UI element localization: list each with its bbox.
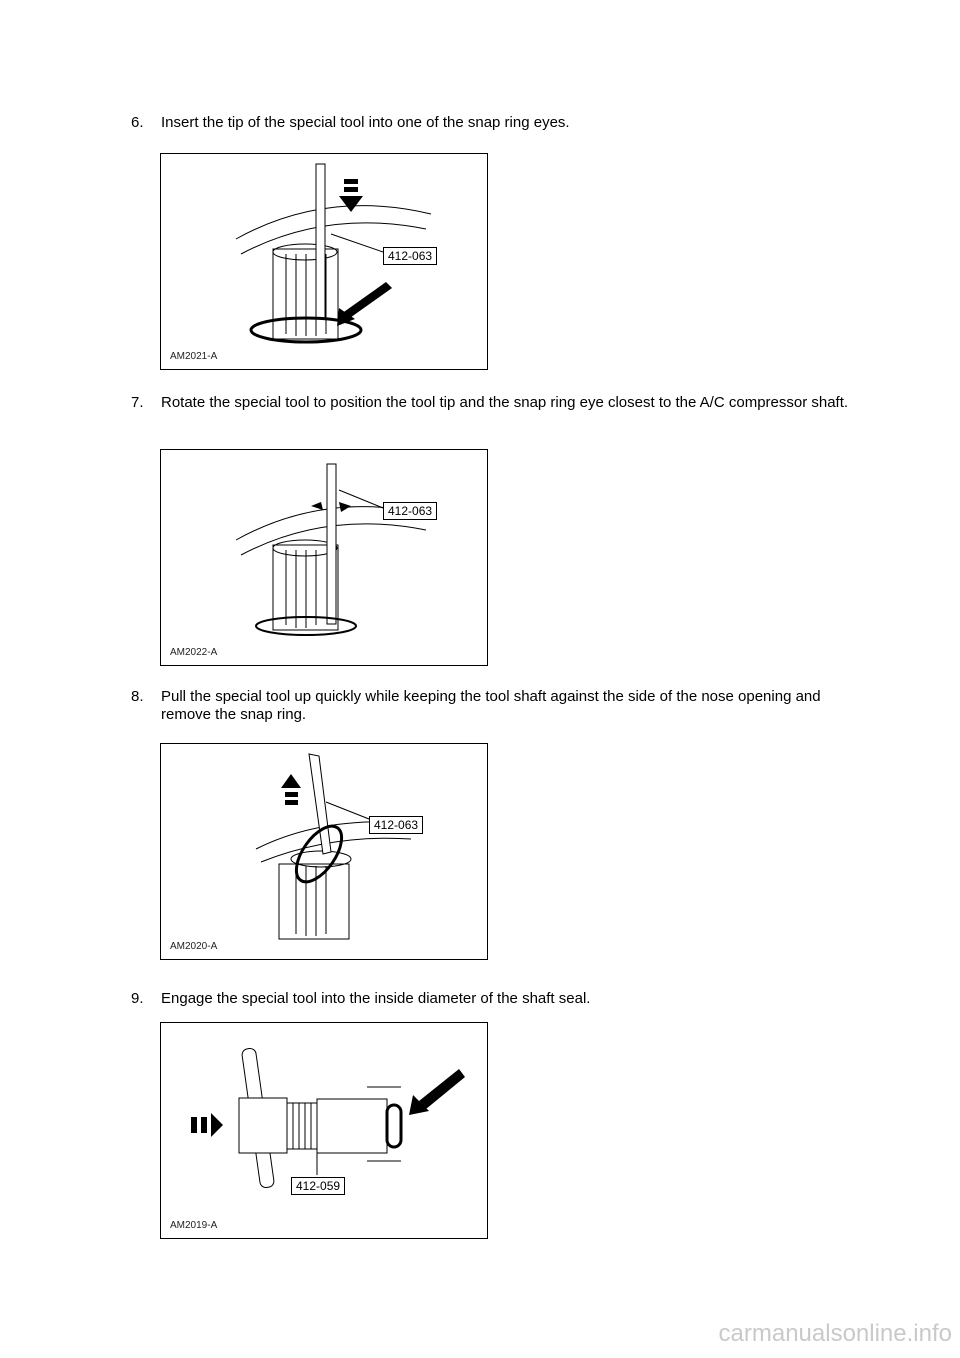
snap-ring-tool-illustration xyxy=(161,154,487,369)
step-text: Engage the special tool into the inside diameter of the shaft seal. xyxy=(161,990,591,1007)
figure-am2022 xyxy=(160,449,488,666)
step-text: Pull the special tool up quickly while keeping the tool shaft against the side of the nose opening and remove the snap ring. xyxy=(161,688,821,723)
figure-label: AM2021-A xyxy=(170,351,218,362)
figure-label: AM2019-A xyxy=(170,1220,218,1231)
tool-callout: 412-063 xyxy=(369,816,423,834)
step-number: 6. xyxy=(131,114,144,131)
rotate-tool-illustration xyxy=(161,450,487,665)
step-text: Insert the tip of the special tool into one of the snap ring eyes. xyxy=(161,114,570,131)
figure-am2019 xyxy=(160,1022,488,1239)
tool-callout: 412-063 xyxy=(383,247,437,265)
step-number: 7. xyxy=(131,394,144,411)
figure-label: AM2020-A xyxy=(170,941,218,952)
figure-am2020 xyxy=(160,743,488,960)
figure-am2021 xyxy=(160,153,488,370)
shaft-seal-tool-illustration xyxy=(161,1023,487,1238)
step-number: 9. xyxy=(131,990,144,1007)
figure-label: AM2022-A xyxy=(170,647,218,658)
watermark: carmanualsonline.info xyxy=(718,1320,952,1347)
step-text: Rotate the special tool to position the tool tip and the snap ring eye closest to the A/C compressor shaft. xyxy=(161,394,849,411)
remove-snap-ring-illustration xyxy=(161,744,487,959)
tool-callout: 412-059 xyxy=(291,1177,345,1195)
tool-callout: 412-063 xyxy=(383,502,437,520)
step-number: 8. xyxy=(131,688,144,705)
